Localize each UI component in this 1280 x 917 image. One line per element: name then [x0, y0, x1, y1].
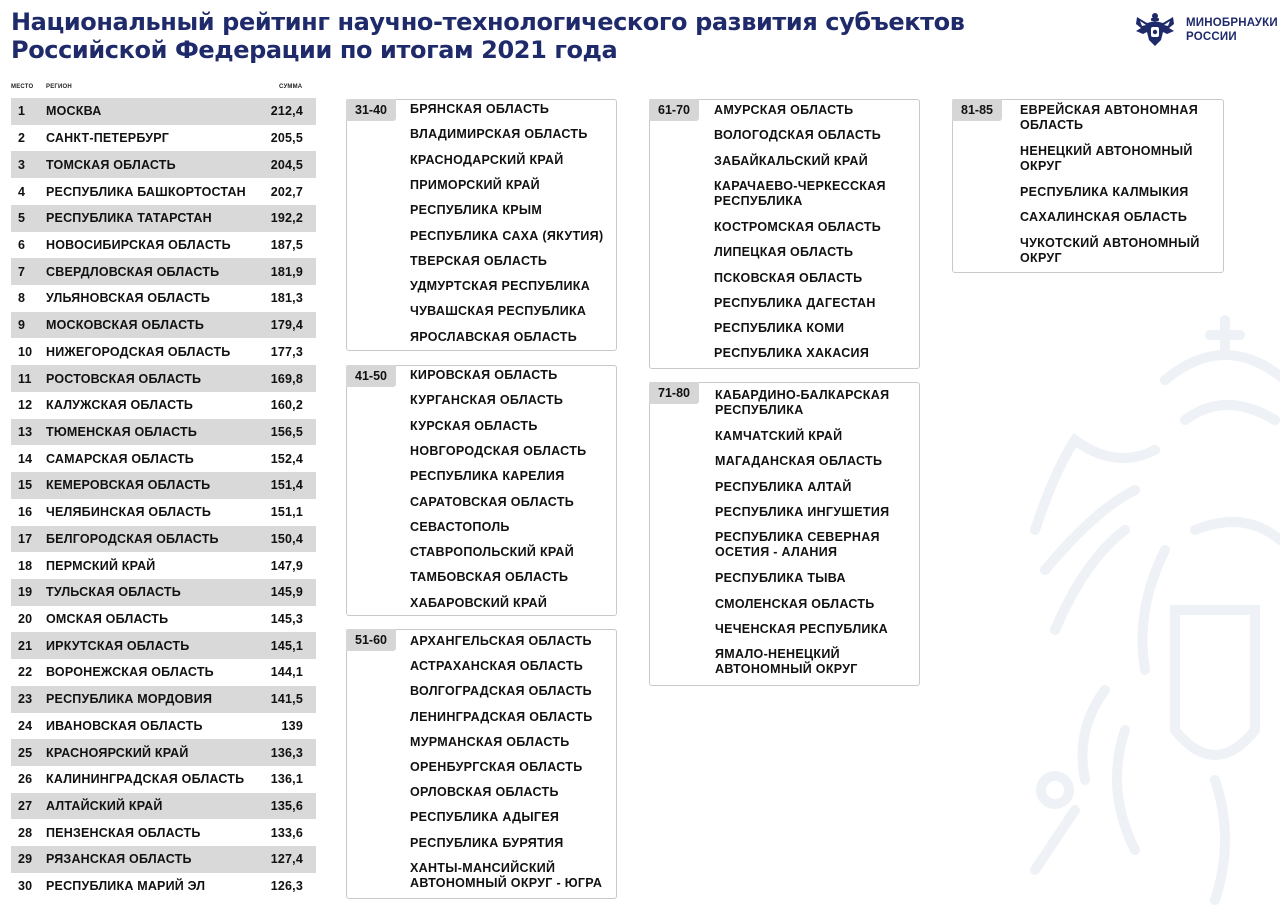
list-item-line: ЗАБАЙКАЛЬСКИЙ КРАЙ [714, 153, 869, 168]
list-item [715, 647, 858, 677]
cell-region: РЯЗАНСКАЯ ОБЛАСТЬ [46, 852, 192, 867]
list-item [410, 634, 592, 649]
list-item [410, 861, 602, 891]
list-item-line: КАРАЧАЕВО-ЧЕРКЕССКАЯ [714, 178, 886, 193]
list-item [715, 571, 846, 586]
group-51-60 [346, 629, 617, 899]
list-item-line: СМОЛЕНСКАЯ ОБЛАСТЬ [715, 596, 875, 611]
list-item-line: РЕСПУБЛИКА КАРЕЛИЯ [410, 469, 565, 484]
cell-place: 30 [18, 879, 33, 894]
list-item [410, 760, 583, 775]
cell-place: 11 [18, 371, 32, 386]
list-item-line: ВЛАДИМИРСКАЯ ОБЛАСТЬ [410, 127, 588, 142]
group-31-40 [346, 99, 617, 351]
cell-score: 160,2 [270, 398, 303, 413]
list-item-line: КРАСНОДАРСКИЙ КРАЙ [410, 152, 564, 167]
cell-region: РЕСПУБЛИКА ТАТАРСТАН [46, 211, 212, 226]
list-item [410, 153, 564, 168]
cell-region: МОСКОВСКАЯ ОБЛАСТЬ [46, 318, 205, 333]
table-row [11, 232, 316, 259]
list-item-line: НОВГОРОДСКАЯ ОБЛАСТЬ [410, 443, 587, 458]
cell-score: 136,3 [270, 745, 303, 760]
table-row [11, 365, 316, 392]
cell-score: 181,9 [270, 264, 303, 279]
table-row [11, 766, 316, 793]
list-item [410, 684, 592, 699]
cell-score: 147,9 [270, 558, 303, 573]
eagle-watermark-icon [1015, 310, 1280, 910]
table-row [11, 419, 316, 446]
cell-place: 24 [18, 718, 33, 733]
list-item-line: КУРГАНСКАЯ ОБЛАСТЬ [410, 393, 564, 408]
cell-place: 29 [18, 852, 33, 867]
cell-place: 27 [18, 799, 33, 814]
list-item-line: АВТОНОМНЫЙ ОКРУГ [715, 662, 858, 677]
cell-score: 145,9 [270, 585, 303, 600]
cell-region: ТОМСКАЯ ОБЛАСТЬ [46, 157, 176, 172]
list-item [410, 596, 547, 611]
list-item [715, 505, 889, 520]
cell-place: 16 [18, 505, 33, 520]
list-item [714, 296, 876, 311]
cell-region: ОМСКАЯ ОБЛАСТЬ [46, 612, 169, 627]
list-item [714, 179, 886, 209]
list-item [410, 810, 559, 825]
table-row [11, 205, 316, 232]
cell-place: 20 [18, 612, 33, 627]
cell-place: 21 [18, 638, 33, 653]
cell-region: САМАРСКАЯ ОБЛАСТЬ [46, 451, 194, 466]
cell-region: РЕСПУБЛИКА БАШКОРТОСТАН [46, 184, 246, 199]
group-range-badge: 41-50 [346, 365, 396, 387]
list-item-line: ЯРОСЛАВСКАЯ ОБЛАСТЬ [410, 329, 578, 344]
cell-region: САНКТ-ПЕТЕРБУРГ [46, 131, 170, 146]
list-item [1020, 144, 1193, 174]
cell-region: КАЛИНИНГРАДСКАЯ ОБЛАСТЬ [46, 772, 245, 787]
list-item-line: ТАМБОВСКАЯ ОБЛАСТЬ [410, 570, 569, 585]
cell-score: 139 [281, 718, 303, 733]
list-item-line: ВОЛГОГРАДСКАЯ ОБЛАСТЬ [410, 684, 592, 699]
list-item [410, 203, 542, 218]
list-item-line: ОБЛАСТЬ [1020, 118, 1084, 132]
cell-score: 205,5 [270, 131, 303, 146]
list-item [410, 419, 538, 434]
cell-region: ПЕРМСКИЙ КРАЙ [46, 558, 156, 573]
cell-region: ТУЛЬСКАЯ ОБЛАСТЬ [46, 585, 181, 600]
list-item [1020, 103, 1198, 133]
list-item [410, 304, 586, 319]
list-item [410, 836, 563, 851]
list-item-line: ВОЛОГОДСКАЯ ОБЛАСТЬ [714, 128, 882, 143]
group-range-badge: 51-60 [346, 629, 396, 651]
list-item [410, 495, 574, 510]
list-item [714, 220, 881, 235]
list-item-line: РЕСПУБЛИКА АДЫГЕЯ [410, 810, 560, 825]
group-range-badge: 81-85 [952, 99, 1002, 121]
list-item-line: РЕСПУБЛИКА ХАКАСИЯ [714, 346, 870, 361]
list-item [410, 444, 586, 459]
cell-score: 135,6 [270, 799, 303, 814]
table-row [11, 312, 316, 339]
list-item-line: ЧЕЧЕНСКАЯ РЕСПУБЛИКА [715, 621, 888, 636]
list-item-line: ЧУВАШСКАЯ РЕСПУБЛИКА [410, 304, 587, 319]
list-item [1020, 185, 1189, 200]
cell-score: 144,1 [270, 665, 303, 680]
list-item-line: КУРСКАЯ ОБЛАСТЬ [410, 418, 538, 433]
list-item [714, 346, 869, 361]
cell-place: 17 [18, 531, 33, 546]
cell-place: 18 [18, 558, 33, 573]
cell-place: 22 [18, 665, 33, 680]
cell-score: 145,1 [270, 638, 303, 653]
cell-region: РЕСПУБЛИКА МОРДОВИЯ [46, 692, 213, 707]
cell-region: ТЮМЕНСКАЯ ОБЛАСТЬ [46, 424, 198, 439]
logo-line-1: МИНОБРНАУКИ [1186, 17, 1278, 29]
title-line-2: Российской Федерации по итогам 2021 года [11, 36, 618, 64]
list-item [714, 245, 853, 260]
group-range-badge: 71-80 [649, 382, 699, 404]
cell-score: 136,1 [270, 772, 303, 787]
list-item-line: ЕВРЕЙСКАЯ АВТОНОМНАЯ [1020, 103, 1198, 117]
page-title [11, 8, 1011, 64]
list-item-line: НЕНЕЦКИЙ АВТОНОМНЫЙ [1020, 144, 1193, 158]
list-item [410, 393, 563, 408]
table-row [11, 526, 316, 553]
list-item [715, 597, 875, 612]
ministry-logo [1134, 12, 1278, 48]
cell-place: 1 [18, 104, 26, 119]
list-item-line: РЕСПУБЛИКА ИНГУШЕТИЯ [715, 504, 890, 519]
list-item [410, 127, 588, 142]
table-row [11, 445, 316, 472]
list-item [715, 622, 888, 637]
cell-place: 2 [18, 131, 26, 146]
table-row [11, 285, 316, 312]
cell-region: МОСКВА [46, 104, 102, 119]
list-item-line: ТВЕРСКАЯ ОБЛАСТЬ [410, 253, 548, 268]
emblem-icon [1134, 12, 1176, 48]
cell-score: 156,5 [270, 424, 303, 439]
cell-score: 152,4 [270, 451, 303, 466]
table-row [11, 499, 316, 526]
col-head-score: СУММА [279, 84, 303, 90]
list-item [410, 279, 590, 294]
cell-score: 133,6 [270, 825, 303, 840]
list-item-line: РЕСПУБЛИКА ТЫВА [715, 571, 846, 586]
cell-place: 15 [18, 478, 33, 493]
cell-place: 26 [18, 772, 33, 787]
table-row [11, 739, 316, 766]
list-item-line: ХАНТЫ-МАНСИЙСКИЙ [410, 860, 556, 875]
cell-region: СВЕРДЛОВСКАЯ ОБЛАСТЬ [46, 264, 220, 279]
cell-score: 192,2 [270, 211, 303, 226]
list-item-line: БРЯНСКАЯ ОБЛАСТЬ [410, 102, 550, 116]
list-item-line: ЧУКОТСКИЙ АВТОНОМНЫЙ [1020, 235, 1200, 250]
cell-score: 179,4 [270, 318, 303, 333]
cell-score: 181,3 [270, 291, 303, 306]
table-row [11, 579, 316, 606]
list-item-line: АМУРСКАЯ ОБЛАСТЬ [714, 103, 854, 117]
cell-region: НИЖЕГОРОДСКАЯ ОБЛАСТЬ [46, 344, 231, 359]
cell-score: 212,4 [270, 104, 303, 119]
cell-place: 14 [18, 451, 33, 466]
group-71-80 [649, 382, 920, 686]
list-item-line: УДМУРТСКАЯ РЕСПУБЛИКА [410, 279, 591, 294]
list-item-line: РЕСПУБЛИКА КРЫМ [410, 203, 543, 218]
list-item-line: РЕСПУБЛИКА [714, 193, 803, 208]
cell-place: 25 [18, 745, 33, 760]
ranking-table [11, 98, 316, 900]
table-row [11, 819, 316, 846]
group-range-badge: 61-70 [649, 99, 699, 121]
list-item [1020, 236, 1200, 266]
cell-region: ИРКУТСКАЯ ОБЛАСТЬ [46, 638, 190, 653]
list-item-line: ОСЕТИЯ - АЛАНИЯ [715, 545, 838, 560]
cell-region: УЛЬЯНОВСКАЯ ОБЛАСТЬ [46, 291, 211, 306]
table-row [11, 846, 316, 873]
list-item-line: КИРОВСКАЯ ОБЛАСТЬ [410, 368, 558, 382]
table-row [11, 98, 316, 125]
cell-region: РОСТОВСКАЯ ОБЛАСТЬ [46, 371, 202, 386]
list-item [410, 735, 570, 750]
cell-score: 169,8 [270, 371, 303, 386]
list-item [410, 254, 547, 269]
cell-region: ВОРОНЕЖСКАЯ ОБЛАСТЬ [46, 665, 214, 680]
list-item-line: ПРИМОРСКИЙ КРАЙ [410, 177, 540, 192]
list-item-line: РЕСПУБЛИКА КАЛМЫКИЯ [1020, 185, 1189, 199]
list-item-line: ЛИПЕЦКАЯ ОБЛАСТЬ [714, 245, 854, 260]
title-line-1: Национальный рейтинг научно-технологического развития субъектов [11, 8, 965, 36]
cell-place: 8 [18, 291, 26, 306]
cell-region: ЧЕЛЯБИНСКАЯ ОБЛАСТЬ [46, 505, 212, 520]
cell-region: ПЕНЗЕНСКАЯ ОБЛАСТЬ [46, 825, 201, 840]
list-item-line: МУРМАНСКАЯ ОБЛАСТЬ [410, 734, 570, 749]
list-item [410, 570, 568, 585]
table-row [11, 392, 316, 419]
list-item [410, 785, 559, 800]
table-row [11, 151, 316, 178]
list-item-line: РЕСПУБЛИКА ДАГЕСТАН [714, 295, 876, 310]
cell-place: 5 [18, 211, 26, 226]
list-item-line: РЕСПУБЛИКА СЕВЕРНАЯ [715, 530, 880, 545]
cell-place: 3 [18, 157, 26, 172]
group-41-50 [346, 365, 617, 616]
cell-score: 151,1 [270, 505, 303, 520]
table-row [11, 606, 316, 633]
list-item [410, 368, 558, 383]
cell-score: 177,3 [270, 344, 303, 359]
cell-score: 145,3 [270, 612, 303, 627]
list-item [410, 520, 510, 535]
list-item-line: АСТРАХАНСКАЯ ОБЛАСТЬ [410, 659, 584, 674]
list-item-line: ОКРУГ [1020, 159, 1062, 173]
list-item [714, 103, 853, 118]
cell-place: 12 [18, 398, 33, 413]
list-item [410, 229, 603, 244]
col-head-region: РЕГИОН [46, 84, 72, 90]
cell-score: 202,7 [270, 184, 303, 199]
list-item-line: РЕСПУБЛИКА [715, 403, 804, 417]
list-item-line: МАГАДАНСКАЯ ОБЛАСТЬ [715, 454, 883, 469]
list-item-line: ЛЕНИНГРАДСКАЯ ОБЛАСТЬ [410, 709, 593, 724]
table-row [11, 552, 316, 579]
cell-region: КАЛУЖСКАЯ ОБЛАСТЬ [46, 398, 194, 413]
list-item [714, 321, 844, 336]
table-row [11, 258, 316, 285]
list-item-line: САХАЛИНСКАЯ ОБЛАСТЬ [1020, 210, 1188, 225]
table-row [11, 659, 316, 686]
table-row [11, 873, 316, 900]
table-row [11, 793, 316, 820]
cell-score: 187,5 [270, 237, 303, 252]
cell-score: 141,5 [270, 692, 303, 707]
group-61-70 [649, 99, 920, 369]
list-item [715, 388, 889, 418]
cell-place: 7 [18, 264, 26, 279]
table-row [11, 338, 316, 365]
cell-region: АЛТАЙСКИЙ КРАЙ [46, 799, 163, 814]
list-item [714, 271, 862, 286]
list-item [410, 469, 565, 484]
list-item [715, 480, 852, 495]
list-item-line: КАМЧАТСКИЙ КРАЙ [715, 429, 843, 443]
cell-region: КРАСНОЯРСКИЙ КРАЙ [46, 745, 189, 760]
list-item-line: РЕСПУБЛИКА САХА (ЯКУТИЯ) [410, 228, 604, 243]
cell-score: 204,5 [270, 157, 303, 172]
list-item-line: КАБАРДИНО-БАЛКАРСКАЯ [715, 388, 890, 402]
table-row [11, 686, 316, 713]
list-item-line: ОРЕНБУРГСКАЯ ОБЛАСТЬ [410, 760, 583, 774]
cell-place: 28 [18, 825, 33, 840]
logo-text [1186, 16, 1278, 44]
table-row [11, 632, 316, 659]
list-item-line: ОКРУГ [1020, 250, 1062, 265]
list-item [714, 128, 881, 143]
cell-place: 9 [18, 318, 26, 333]
cell-region: БЕЛГОРОДСКАЯ ОБЛАСТЬ [46, 531, 219, 546]
group-range-badge: 31-40 [346, 99, 396, 121]
cell-score: 126,3 [270, 879, 303, 894]
list-item [410, 710, 593, 725]
list-item-line: СТАВРОПОЛЬСКИЙ КРАЙ [410, 545, 575, 560]
cell-region: НОВОСИБИРСКАЯ ОБЛАСТЬ [46, 237, 231, 252]
list-item [1020, 210, 1187, 225]
list-item [410, 330, 577, 345]
list-item-line: СЕВАСТОПОЛЬ [410, 519, 510, 534]
list-item [715, 530, 880, 560]
list-item [410, 659, 583, 674]
list-item [410, 545, 574, 560]
list-item [715, 429, 842, 444]
cell-place: 13 [18, 424, 33, 439]
table-row [11, 125, 316, 152]
list-item [715, 454, 882, 469]
cell-score: 127,4 [270, 852, 303, 867]
list-item-line: РЕСПУБЛИКА БУРЯТИЯ [410, 835, 564, 850]
cell-place: 10 [18, 344, 33, 359]
list-item-line: ХАБАРОВСКИЙ КРАЙ [410, 595, 548, 610]
list-item [410, 102, 549, 117]
group-81-85 [952, 99, 1224, 273]
cell-region: КЕМЕРОВСКАЯ ОБЛАСТЬ [46, 478, 211, 493]
col-head-place: МЕСТО [11, 84, 34, 90]
cell-region: ИВАНОВСКАЯ ОБЛАСТЬ [46, 718, 203, 733]
list-item-line: КОСТРОМСКАЯ ОБЛАСТЬ [714, 219, 882, 234]
table-row [11, 178, 316, 205]
list-item [410, 178, 540, 193]
cell-score: 150,4 [270, 531, 303, 546]
list-item-line: АРХАНГЕЛЬСКАЯ ОБЛАСТЬ [410, 634, 592, 648]
cell-place: 23 [18, 692, 33, 707]
list-item-line: ОРЛОВСКАЯ ОБЛАСТЬ [410, 785, 559, 800]
list-item-line: АВТОНОМНЫЙ ОКРУГ - ЮГРА [410, 875, 603, 890]
list-item-line: САРАТОВСКАЯ ОБЛАСТЬ [410, 494, 575, 509]
list-item-line: ЯМАЛО-НЕНЕЦКИЙ [715, 647, 840, 662]
table-row [11, 472, 316, 499]
cell-place: 4 [18, 184, 26, 199]
cell-region: РЕСПУБЛИКА МАРИЙ ЭЛ [46, 879, 206, 894]
cell-place: 19 [18, 585, 33, 600]
list-item-line: РЕСПУБЛИКА АЛТАЙ [715, 479, 852, 494]
table-row [11, 713, 316, 740]
list-item-line: ПСКОВСКАЯ ОБЛАСТЬ [714, 270, 863, 285]
logo-line-2: РОССИИ [1186, 31, 1237, 43]
list-item-line: РЕСПУБЛИКА КОМИ [714, 321, 845, 336]
cell-place: 6 [18, 237, 26, 252]
cell-score: 151,4 [270, 478, 303, 493]
list-item [714, 154, 868, 169]
